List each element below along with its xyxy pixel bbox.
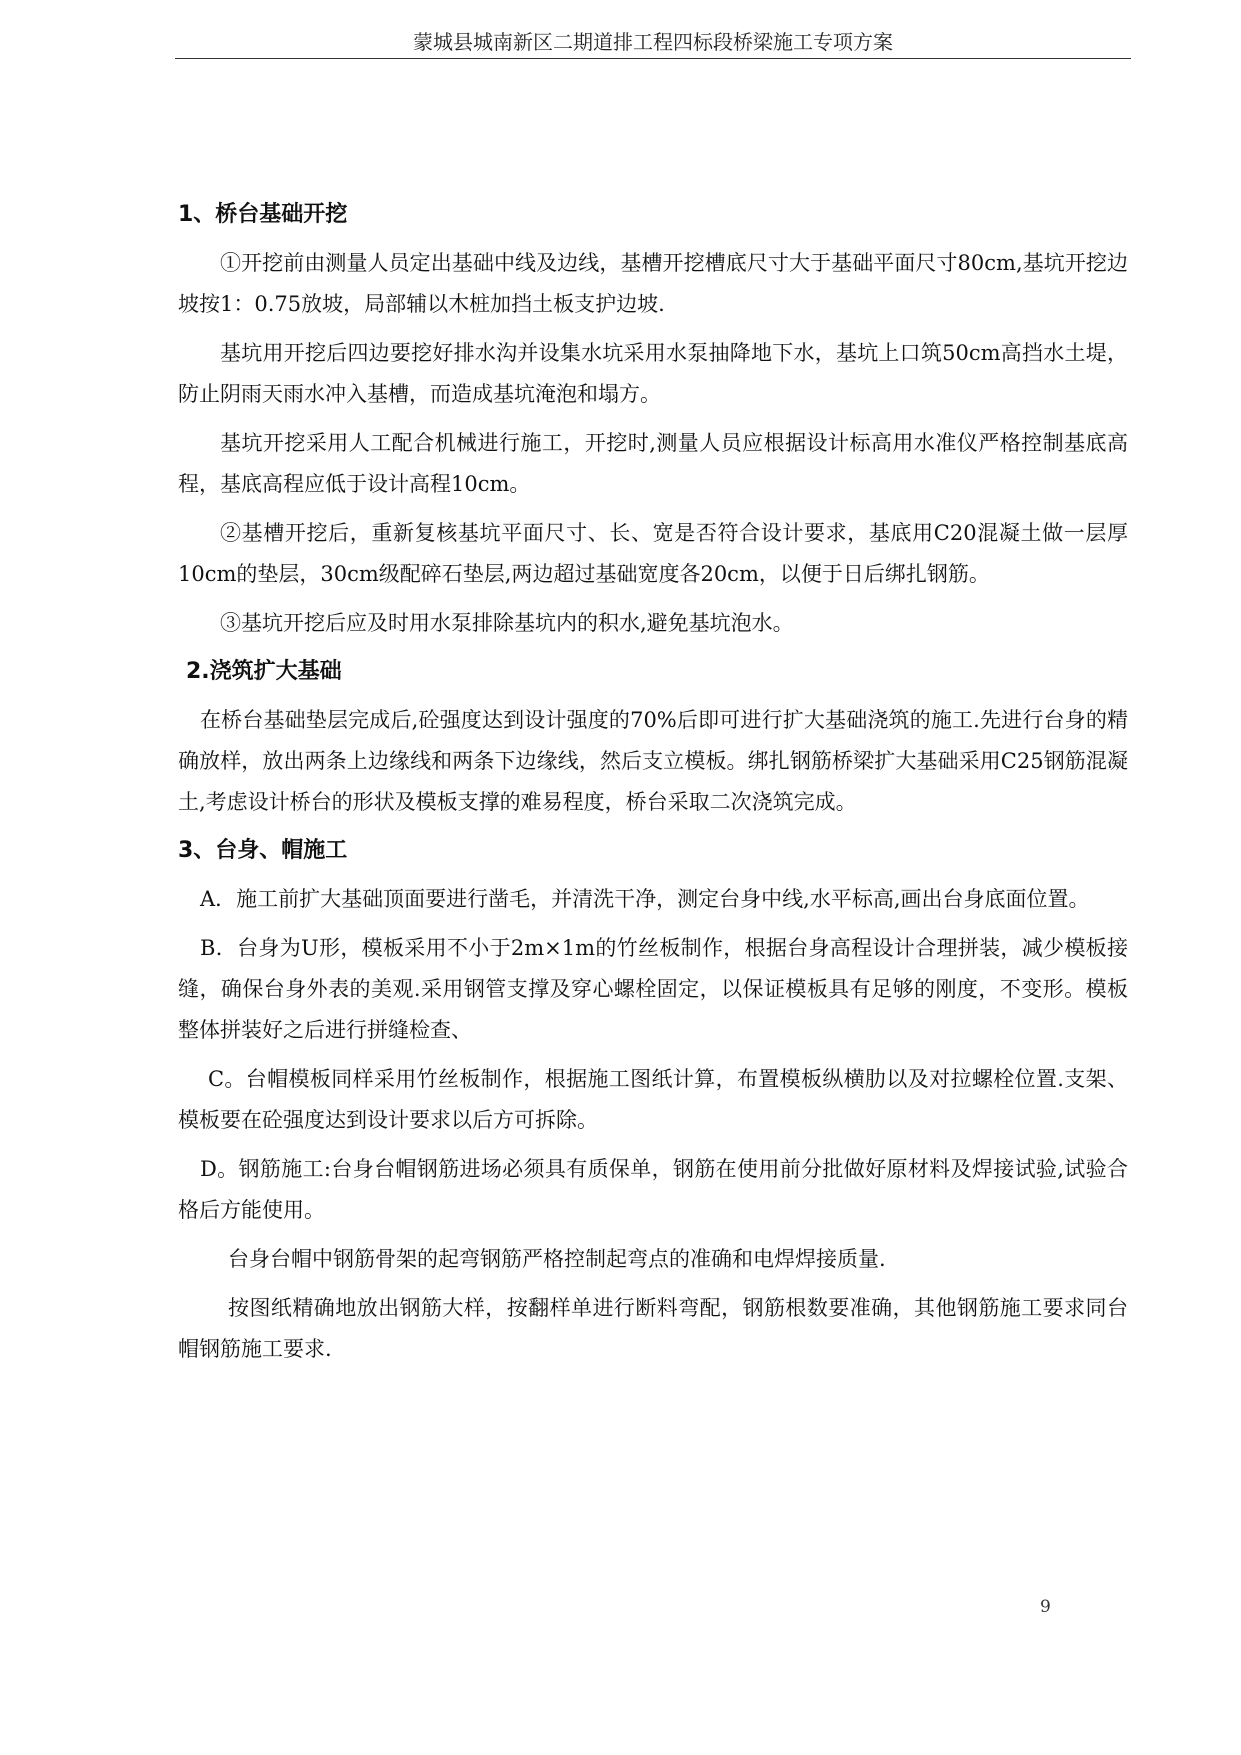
paragraph: 基坑用开挖后四边要挖好排水沟并设集水坑采用水泵抽降地下水，基坑上口筑50cm高挡水土堤，防止阴雨天雨水冲入基槽，而造成基坑淹泡和塌方。	[178, 341, 1128, 406]
paragraph: ①开挖前由测量人员定出基础中线及边线，基槽开挖槽底尺寸大于基础平面尺寸80cm,基坑开挖边坡按1：0.75放坡，局部辅以木桩加挡土板支护边坡.	[178, 251, 1128, 316]
section-heading-1: 1、桥台基础开挖	[178, 202, 348, 227]
paragraph: C。台帽模板同样采用竹丝板制作，根据施工图纸计算，布置模板纵横肋以及对拉螺栓位置.支架、模板要在砼强度达到设计要求以后方可拆除。	[178, 1067, 1128, 1132]
page-header-title: 蒙城县城南新区二期道排工程四标段桥梁施工专项方案	[413, 30, 893, 54]
paragraph: 基坑开挖采用人工配合机械进行施工，开挖时,测量人员应根据设计标高用水准仪严格控制基底高程，基底高程应低于设计高程10cm。	[178, 431, 1128, 496]
paragraph: ③基坑开挖后应及时用水泵排除基坑内的积水,避免基坑泡水。	[220, 611, 794, 635]
section-heading-3: 3、台身、帽施工	[178, 838, 348, 863]
section-heading-2: 2.浇筑扩大基础	[186, 659, 342, 684]
paragraph: D。钢筋施工:台身台帽钢筋进场必须具有质保单，钢筋在使用前分批做好原材料及焊接试验,试验合格后方能使用。	[178, 1157, 1128, 1222]
document-body	[178, 195, 1128, 1370]
paragraph: B．台身为U形，模板采用不小于2m×1m的竹丝板制作，根据台身高程设计合理拼装，减少模板接缝，确保台身外表的美观.采用钢管支撑及穿心螺栓固定，以保证模板具有足够的刚度，不变形。模板整体拼装好之后进行拼缝检查、	[178, 936, 1128, 1042]
paragraph: A．施工前扩大基础顶面要进行凿毛，并清洗干净，测定台身中线,水平标高,画出台身底面位置。	[200, 887, 1090, 911]
page-number: 9	[1040, 1597, 1051, 1617]
paragraph: 按图纸精确地放出钢筋大样，按翻样单进行断料弯配，钢筋根数要准确，其他钢筋施工要求同台帽钢筋施工要求.	[178, 1296, 1128, 1361]
header-divider	[175, 58, 1131, 59]
paragraph: 台身台帽中钢筋骨架的起弯钢筋严格控制起弯点的准确和电焊焊接质量.	[228, 1247, 886, 1271]
paragraph: 在桥台基础垫层完成后,砼强度达到设计强度的70%后即可进行扩大基础浇筑的施工.先进行台身的精确放样，放出两条上边缘线和两条下边缘线，然后支立模板。绑扎钢筋桥梁扩大基础采用C25钢筋混凝土,考虑设计桥台的形状及模板支撑的难易程度，桥台采取二次浇筑完成。	[178, 708, 1128, 814]
paragraph: ②基槽开挖后，重新复核基坑平面尺寸、长、宽是否符合设计要求，基底用C20混凝土做一层厚10cm的垫层，30cm级配碎石垫层,两边超过基础宽度各20cm，以便于日后绑扎钢筋。	[178, 521, 1128, 586]
